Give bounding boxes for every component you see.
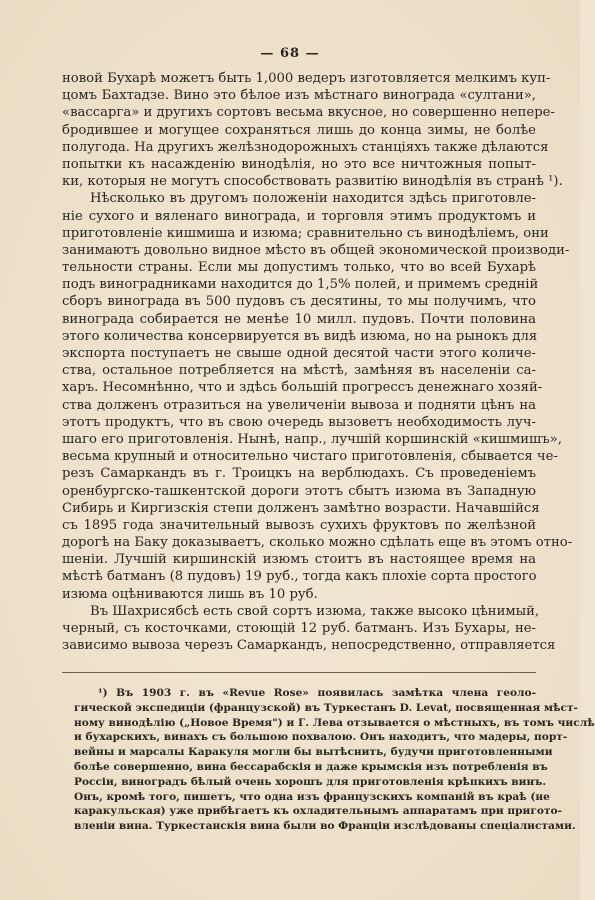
text-line: ніе сухого и вяленаго винограда, и торговля этимъ продуктомъ и — [62, 208, 536, 224]
footnote-line: Россіи, виноградъ бѣлый очень хорошъ для приготовленія крѣпкихъ винъ. — [74, 775, 547, 788]
text-line: резъ Самаркандъ въ г. Троицкъ на верблюдахъ. Съ проведеніемъ — [62, 466, 536, 482]
text-line: харъ. Несомнѣнно, что и здѣсь большій прогрессъ денежнаго хозяй- — [62, 380, 543, 396]
text-line: дорогѣ на Баку доказываетъ, сколько можно сдѣлать еще въ этомъ отно- — [62, 535, 573, 551]
text-line: ства, остальное потребляется на мѣстѣ, замѣняя въ населеніи са- — [62, 363, 536, 379]
text-line: бродившее и могущее сохраняться лишь до конца зимы, не болѣе — [62, 122, 536, 138]
footnote-line: ному винодѣлію („Новое Время") и Г. Лева отзывается о мѣстныхъ, въ томъ числѣ — [74, 716, 595, 729]
footnote-divider — [62, 672, 536, 673]
text-line: зависимо вывоза черезъ Самаркандъ, непосредственно, отправляется — [62, 638, 556, 654]
text-line: съ 1895 года значительный вывозъ сухихъ фруктовъ по желѣзной — [62, 517, 536, 533]
text-line: подъ виноградниками находится до 1,5% полей, и примемъ средній — [62, 277, 539, 293]
text-line: оренбургско-ташкентской дороги этотъ сбытъ изюма въ Западную — [62, 483, 536, 499]
text-line: Сибирь и Киргизскія степи долженъ замѣтно возрасти. Начавшійся — [62, 500, 540, 516]
page-number: — 68 — — [260, 46, 320, 61]
text-line: цомъ Бахтадзе. Вино это бѣлое изъ мѣстнаго винограда «султани», — [62, 88, 536, 104]
text-line: сборъ винограда въ 500 пудовъ съ десятины, то мы получимъ, что — [62, 294, 536, 310]
text-line: мѣстѣ батманъ (8 пудовъ) 19 руб., тогда какъ плохіе сорта простого — [62, 569, 537, 585]
text-line: приготовленіе кишмиша и изюма; сравнительно съ винодѣліемъ, они — [62, 225, 549, 241]
text-line: шаго его приготовленія. Нынѣ, напр., лучшій коршинскій «кишмишъ», — [62, 431, 562, 447]
text-line: шеніи. Лучшій киршинскій изюмъ стоитъ въ настоящее время на — [62, 552, 536, 568]
text-line: занимаютъ довольно видное мѣсто въ общей экономической производи- — [62, 242, 570, 258]
text-line: весьма крупный и относительно чистаго приготовленія, сбывается че- — [62, 449, 558, 465]
text-line: ки, которыя не могутъ способствовать развитію винодѣлія въ странѣ ¹). — [62, 174, 563, 190]
footnotes — [74, 686, 595, 834]
text-line: новой Бухарѣ можетъ быть 1,000 ведеръ изготовляется мелкимъ куп- — [62, 71, 551, 86]
text-line: экспорта поступаетъ не свыше одной десятой части этого количе- — [62, 346, 536, 361]
footnote-line: каракульская) уже прибѣгаетъ къ охладительнымъ аппаратамъ при пригото- — [74, 805, 563, 818]
footnote-line: Онъ, кромѣ того, пишетъ, что одна изъ французскихъ компаній въ краѣ (не — [74, 790, 550, 803]
body-text — [62, 70, 573, 654]
text-line: Въ Шахрисябсѣ есть свой сортъ изюма, также высоко цѣнимый, — [90, 603, 540, 619]
text-line: изюма оцѣниваются лишь въ 10 руб. — [62, 586, 318, 602]
text-line: полугода. На другихъ желѣзнодорожныхъ станціяхъ также дѣлаются — [62, 139, 549, 155]
footnote-line: и бухарскихъ, винахъ съ большою похвалою. Онъ находитъ, что мадеры, порт- — [74, 731, 568, 744]
footnote-line: гической экспедиціи (французской) въ Туркестанъ D. Levat, посвященная мѣст- — [74, 701, 578, 714]
text-line: Нѣсколько въ другомъ положеніи находится здѣсь приготовле- — [90, 191, 536, 207]
text-line: тельности страны. Если мы допустимъ только, что во всей Бухарѣ — [62, 260, 536, 276]
footnote-line: болѣе совершенно, вина бессарабскія и даже крымскія изъ потребленія въ — [74, 760, 548, 773]
footnote-line: вленіи вина. Туркестанскія вина были во Франціи изслѣдованы спеціалистами. — [74, 820, 576, 833]
footnote-line: ¹) Въ 1903 г. въ «Revue Rose» появилась замѣтка члена геоло- — [98, 687, 536, 699]
text-line: этотъ продуктъ, что въ свою очередь вызоветъ необходимость луч- — [62, 414, 536, 430]
text-line: винограда собирается не менѣе 10 милл. пудовъ. Почти половина — [62, 311, 536, 327]
text-line: попытки къ насажденію винодѣлія, но это все ничтожныя попыт- — [62, 156, 536, 172]
text-line: «вассарга» и другихъ сортовъ весьма вкусное, но совершенно непере- — [62, 105, 555, 121]
footnote-line: вейны и марсалы Каракуля могли бы вытѣснить, будучи приготовленными — [74, 746, 553, 759]
text-line: этого количества консервируется въ видѣ изюма, но на рынокъ для — [62, 328, 538, 344]
text-line: ства долженъ отразиться на увеличеніи вывоза и подняти цѣнъ на — [62, 397, 536, 413]
text-line: черный, съ косточками, стоющій 12 руб. батманъ. Изъ Бухары, не- — [62, 621, 536, 636]
